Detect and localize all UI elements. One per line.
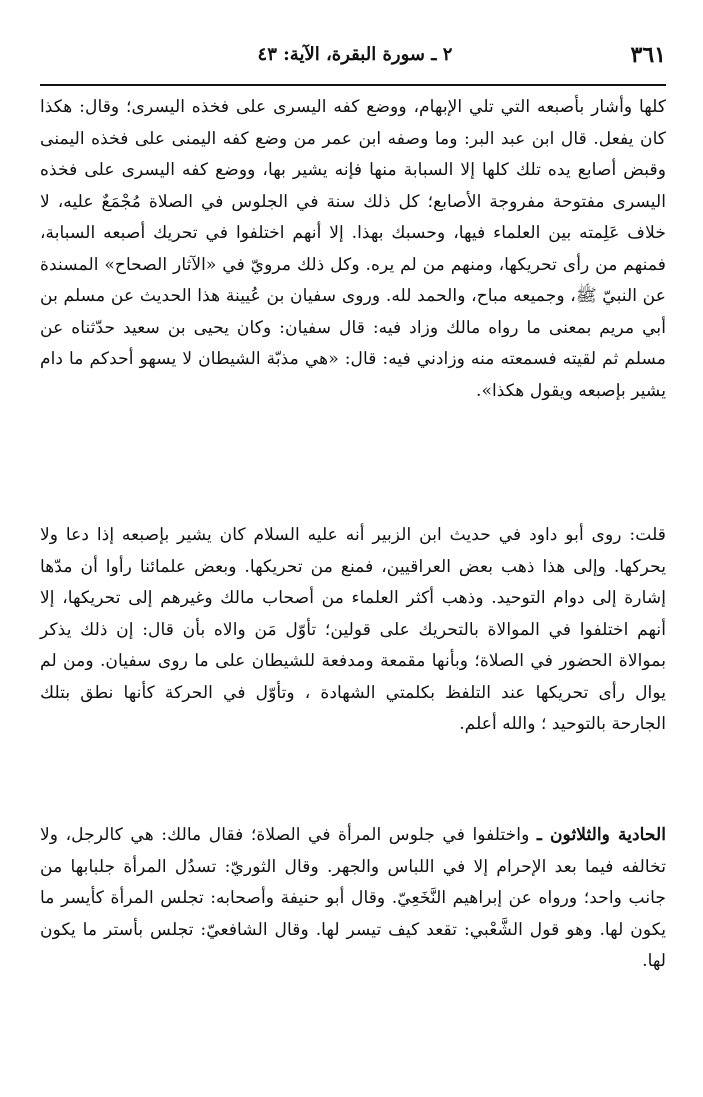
running-header	[40, 38, 666, 78]
header-divider	[40, 84, 666, 86]
paragraph-3-text: واختلفوا في جلوس المرأة في الصلاة؛ فقال مالك: هي كالرجل، ولا تخالفه فيما بعد الإحرام إلا في اللباس والجهر. وقال الثوريّ: تسدُل المرأة جلبابها من جانب واحد؛ ورواه عن إبراهيم النَّخَعِيّ. وقال أبو حنيفة وأصحابه: تجلس المرأة كأيسر ما يكون لها. وهو قول الشَّعْبي: تقعد كيف تيسر لها. وقال الشافعيّ: تجلس بأستر ما يكون لها.	[40, 825, 666, 971]
paragraph-3	[40, 820, 666, 978]
paragraph-2-text: قلت: روى أبو داود في حديث ابن الزبير أنه عليه السلام كان يشير بإصبعه إذا دعا ولا يحركها. وإلى هذا ذهب بعض العراقيين، فمنع من تحريكها. وبعض علمائنا رأوا أن مدّها إشارة إلى دوام التوحيد. وذهب أكثر العلماء من أصحاب مالك وغيرهم إلى تحريكها، إلا أنهم اختلفوا في الموالاة بالتحريك على قولين؛ تأوّل مَن والاه بأن قال: إن ذلك يذكر بموالاة الحضور في الصلاة؛ وبأنها مقمعة ومدفعة للشيطان على ما روى سفيان. ومن لم يوال رأى تحريكها عند التلفظ بكلمتي الشهادة ، وتأوّل في الحركة كأنها نطق بتلك الجارحة بالتوحيد ؛ والله أعلم.	[40, 525, 666, 734]
paragraph-1	[40, 92, 666, 407]
paragraph-1-text: كلها وأشار بأصبعه التي تلي الإبهام، ووضع كفه اليسرى على فخذه اليسرى؛ وقال: هكذا كان يفعل. قال ابن عبد البر: وما وصفه ابن عمر من وضع كفه اليمنى على فخذه اليمنى وقبض أصابع يده تلك كلها إلا السبابة منها فإنه يشير بها، ووضع كفه اليسرى على فخذه اليسرى مفتوحة مفروجة الأصابع؛ كل ذلك سنة في الجلوس في الصلاة مُجْمَعٌ عليه، لا خلاف عَلِمته بين العلماء فيها، وحسبك بهذا. إلا أنهم اختلفوا في تحريك أصبعه السبابة، فمنهم من رأى تحريكها، ومنهم من لم يره. وكل ذلك مرويّ في «الآثار الصحاح» المسندة عن النبيّ ﷺ، وجميعه مباح، والحمد لله. وروى سفيان بن عُيينة هذا الحديث عن مسلم بن أبي مريم بمعنى ما رواه مالك وزاد فيه: قال سفيان: وكان يحيى بن سعيد حدّثناه عن مسلم ثم لقيته فسمعته منه وزادني فيه: قال: «هي مذبّة الشيطان لا يسهو أحدكم ما دام يشير بإصبعه ويقول هكذا».	[40, 97, 666, 401]
paragraph-2	[40, 520, 666, 741]
section-heading: الحادية والثلاثون ـ	[536, 825, 666, 845]
running-title: ٢ ـ سورة البقرة، الآية: ٤٣	[257, 44, 453, 65]
page-number: ٣٦١	[630, 42, 666, 68]
